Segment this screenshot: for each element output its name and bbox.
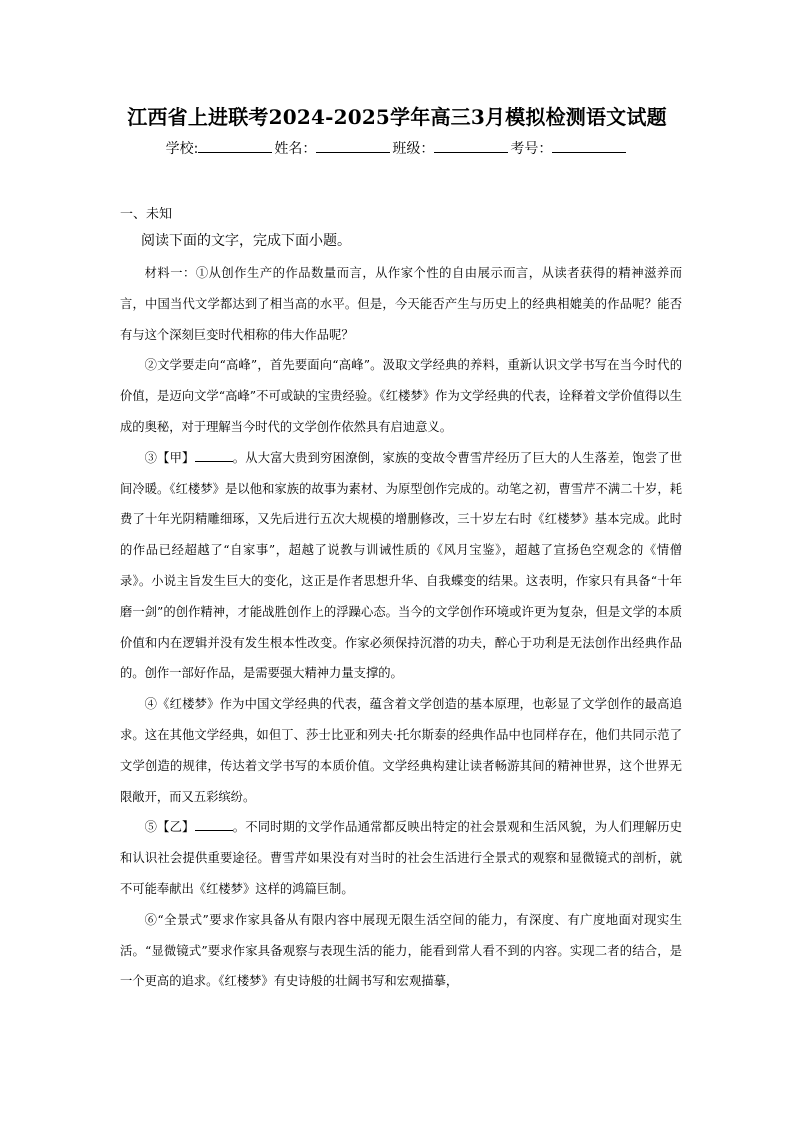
paragraph-5 bbox=[120, 812, 682, 904]
paragraph-text: 。从大富大贵到穷困潦倒，家族的变故令曹雪芹经历了巨大的人生落差，饱尝了世间冷暖。《红楼梦》是以他和家族的故事为素材、为原型创作完成的。动笔之初，曹雪芹不满二十岁，耗费了十年光阴精雕细琢，又先后进行五次大规模的增删修改，三十岁左右时《红楼梦》基本完成。此时的作品已经超越了“自家事”，超越了说教与训诫性质的《风月宝鉴》，超越了宣扬色空观念的《情僧录》。小说主旨发生巨大的变化，这正是作者思想升华、自我蝶变的结果。这表明，作家只有具备“十年磨一剑”的创作精神，才能战胜创作上的浮躁心态。当今的文学创作环境或许更为复杂，但是文学的本质价值和内在逻辑并没有发生根本性改变。作家必须保持沉潜的功夫，醉心于功利是无法创作出经典作品的。创作一部好作品，是需要强大精神力量支撑的。 bbox=[120, 450, 682, 681]
paragraph-text: ⑥“全景式”要求作家具备从有限内容中展现无限生活空间的能力，有深度、有广度地面对现实生活。“显微镜式”要求作家具备观察与表现生活的能力，能看到常人看不到的内容。实现二者的结合，是一个更高的追求。《红楼梦》有史诗般的壮阔书写和宏观描摹， bbox=[120, 912, 682, 989]
paragraph-3 bbox=[120, 443, 682, 689]
paragraph-text: 。不同时期的文学作品通常都反映出特定的社会景观和生活风貌，为人们理解历史和认识社会提供重要途径。曹雪芹如果没有对当时的社会生活进行全景式的观察和显微镜式的剖析，就不可能奉献出《红楼梦》这样的鸿篇巨制。 bbox=[120, 820, 682, 896]
school-blank[interactable] bbox=[198, 138, 272, 153]
paragraph-2 bbox=[120, 350, 682, 442]
paragraph-6 bbox=[120, 905, 682, 997]
school-label: 学校: bbox=[165, 141, 199, 157]
student-info-line bbox=[0, 138, 794, 160]
class-label: 班级： bbox=[392, 141, 435, 157]
paragraph-text: ④《红楼梦》作为中国文学经典的代表，蕴含着文学创造的基本原理，也彰显了文学创作的最高追求。这在其他文学经典，如但丁、莎士比亚和列夫·托尔斯泰的经典作品中也同样存在，他们共同示范了文学创造的规律，传达着文学书写的本质价值。文学经典构建让读者畅游其间的精神世界，这个世界无限敞开，而又五彩缤纷。 bbox=[120, 697, 682, 804]
paragraph-4 bbox=[120, 689, 682, 812]
reading-passage bbox=[120, 258, 682, 997]
reading-instruction: 阅读下面的文字，完成下面小题。 bbox=[141, 233, 351, 249]
paragraph-text: ②文学要走向“高峰”，首先要面向“高峰”。汲取文学经典的养料，重新认识文学书写在当今时代的价值，是迈向文学“高峰”不可或缺的宝贵经验。《红楼梦》作为文学经典的代表，诠释着文学价值得以生成的奥秘，对于理解当今时代的文学创作依然具有启迪意义。 bbox=[120, 358, 682, 434]
paragraph-1 bbox=[120, 258, 682, 350]
answer-blank-yi[interactable] bbox=[195, 817, 233, 831]
exam-no-label: 考号： bbox=[510, 141, 553, 157]
blank-label-jia: ③【甲】 bbox=[144, 450, 195, 465]
page-title: 江西省上进联考2024-2025学年高三3月模拟检测语文试题 bbox=[127, 105, 667, 129]
exam-no-blank[interactable] bbox=[552, 138, 626, 153]
blank-label-yi: ⑤【乙】 bbox=[144, 820, 195, 835]
section-heading: 一、未知 bbox=[120, 207, 173, 222]
name-label: 姓名： bbox=[274, 141, 317, 157]
paragraph-text: 材料一：①从创作生产的作品数量而言，从作家个性的自由展示而言，从读者获得的精神滋养而言，中国当代文学都达到了相当高的水平。但是，今天能否产生与历史上的经典相媲美的作品呢？能否有与这个深刻巨变时代相称的伟大作品呢？ bbox=[120, 266, 682, 342]
class-blank[interactable] bbox=[434, 138, 508, 153]
answer-blank-jia[interactable] bbox=[195, 448, 233, 462]
name-blank[interactable] bbox=[316, 138, 390, 153]
